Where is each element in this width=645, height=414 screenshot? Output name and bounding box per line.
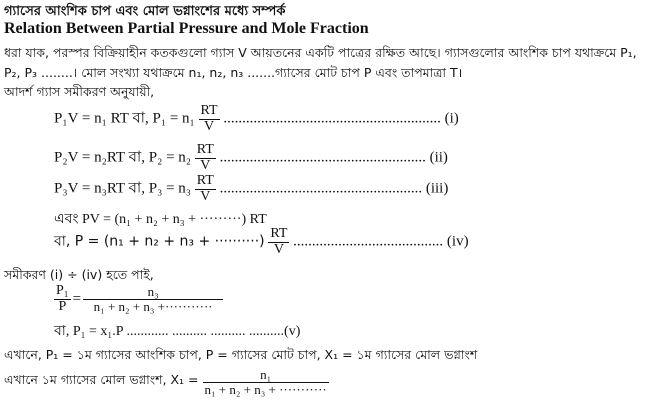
equation-iv-lhs: বা, P = (n₁ + n₂ + n₃ + ··········) <box>54 233 265 250</box>
equation-iv-fraction <box>268 227 289 257</box>
fraction-numerator: RT <box>196 173 214 188</box>
fraction-denominator: V <box>273 241 284 257</box>
mole-fraction-fraction <box>203 368 329 396</box>
equation-ii-lhs: P₂V = n₂RT বা, P₂ = n₂ <box>54 149 192 166</box>
equation-total-pressure: এবং PV = (n₁ + n₂ + n₃ + ·········) RT <box>54 212 267 227</box>
equation-ii <box>54 143 448 173</box>
equation-i <box>54 104 459 134</box>
heading-english: Relation Between Partial Pressure and Mole Fraction <box>4 20 369 37</box>
ratio-equals: = <box>72 290 82 307</box>
heading-bengali: গ্যাসের আংশিক চাপ এবং মোল ভগ্নাংশের মধ্যে সম্পর্ক <box>4 4 286 19</box>
equation-i-fraction <box>199 104 220 134</box>
ratio-equation <box>54 284 223 314</box>
equation-ii-dots: ....................................................... (ii) <box>219 149 448 166</box>
equation-iii-fraction <box>195 174 216 204</box>
ratio-denominator: P <box>58 298 67 314</box>
ratio-rhs-denominator: n₁ + n₂ + n₃ +··········· <box>93 298 213 314</box>
mole-fraction-equation <box>4 368 329 396</box>
definition-line: এখানে, P₁ = ১ম গ্যাসের আংশিক চাপ, P = গ্যাসের মোট চাপ, X₁ = ১ম গ্যাসের মোল ভগ্নাংশ <box>4 347 478 362</box>
paragraph-line-2: P₂, P₃ ........। মোল সংখ্যা যথাক্রমে n₁, n₂, n₃ .......গ্যাসের মোট চাপ P এবং তাপমাত্রা T। <box>4 65 463 80</box>
equation-v: বা, P₁ = x₁.P ............ .......... .......... ..........(v) <box>54 324 301 339</box>
ratio-rhs-fraction <box>83 285 223 313</box>
equation-i-dots: .......................................................... (i) <box>223 110 459 127</box>
ratio-lhs-fraction <box>54 284 71 314</box>
fraction-denominator: V <box>200 157 211 173</box>
equation-i-lhs: P₁V = n₁ RT বা, P₁ = n₁ <box>54 110 195 127</box>
fraction-numerator: RT <box>200 103 218 118</box>
equation-iii-lhs: P₃V = n₃RT বা, P₃ = n₃ <box>54 180 192 197</box>
fraction-denominator: V <box>200 188 211 204</box>
ratio-rhs-numerator: n₃ <box>83 285 223 300</box>
equation-iii-dots: ...................................................... (iii) <box>219 180 449 197</box>
equation-iii <box>54 174 448 204</box>
paragraph-line-1: ধরা যাক, পরস্পর বিক্রিয়াহীন কতকগুলো গ্যাস V আয়তনের একটি পাত্রের রক্ষিত আছে। গ্যাসগুলোর আংশিক চাপ যথাক্রমে P₁, <box>4 45 637 60</box>
fraction-numerator: RT <box>196 142 214 157</box>
equation-iv <box>54 227 469 257</box>
ratio-numerator: P₁ <box>56 283 69 298</box>
mole-fraction-denominator: n₁ + n₂ + n₃ + ··········· <box>204 381 327 397</box>
equation-ii-fraction <box>195 143 216 173</box>
fraction-denominator: V <box>204 118 215 134</box>
division-intro: সমীকরণ (i) ÷ (iv) হতে পাই, <box>4 267 154 282</box>
mole-fraction-label: এখানে ১ম গ্যাসের মোল ভগ্নাংশ, X₁ = <box>4 372 199 388</box>
fraction-numerator: RT <box>270 226 288 241</box>
mole-fraction-numerator: n₁ <box>203 368 329 383</box>
equation-iv-dots: ........................................ (iv) <box>293 233 469 250</box>
ideal-gas-intro: আদর্শ গ্যাস সমীকরণ অনুযায়ী, <box>4 84 155 99</box>
